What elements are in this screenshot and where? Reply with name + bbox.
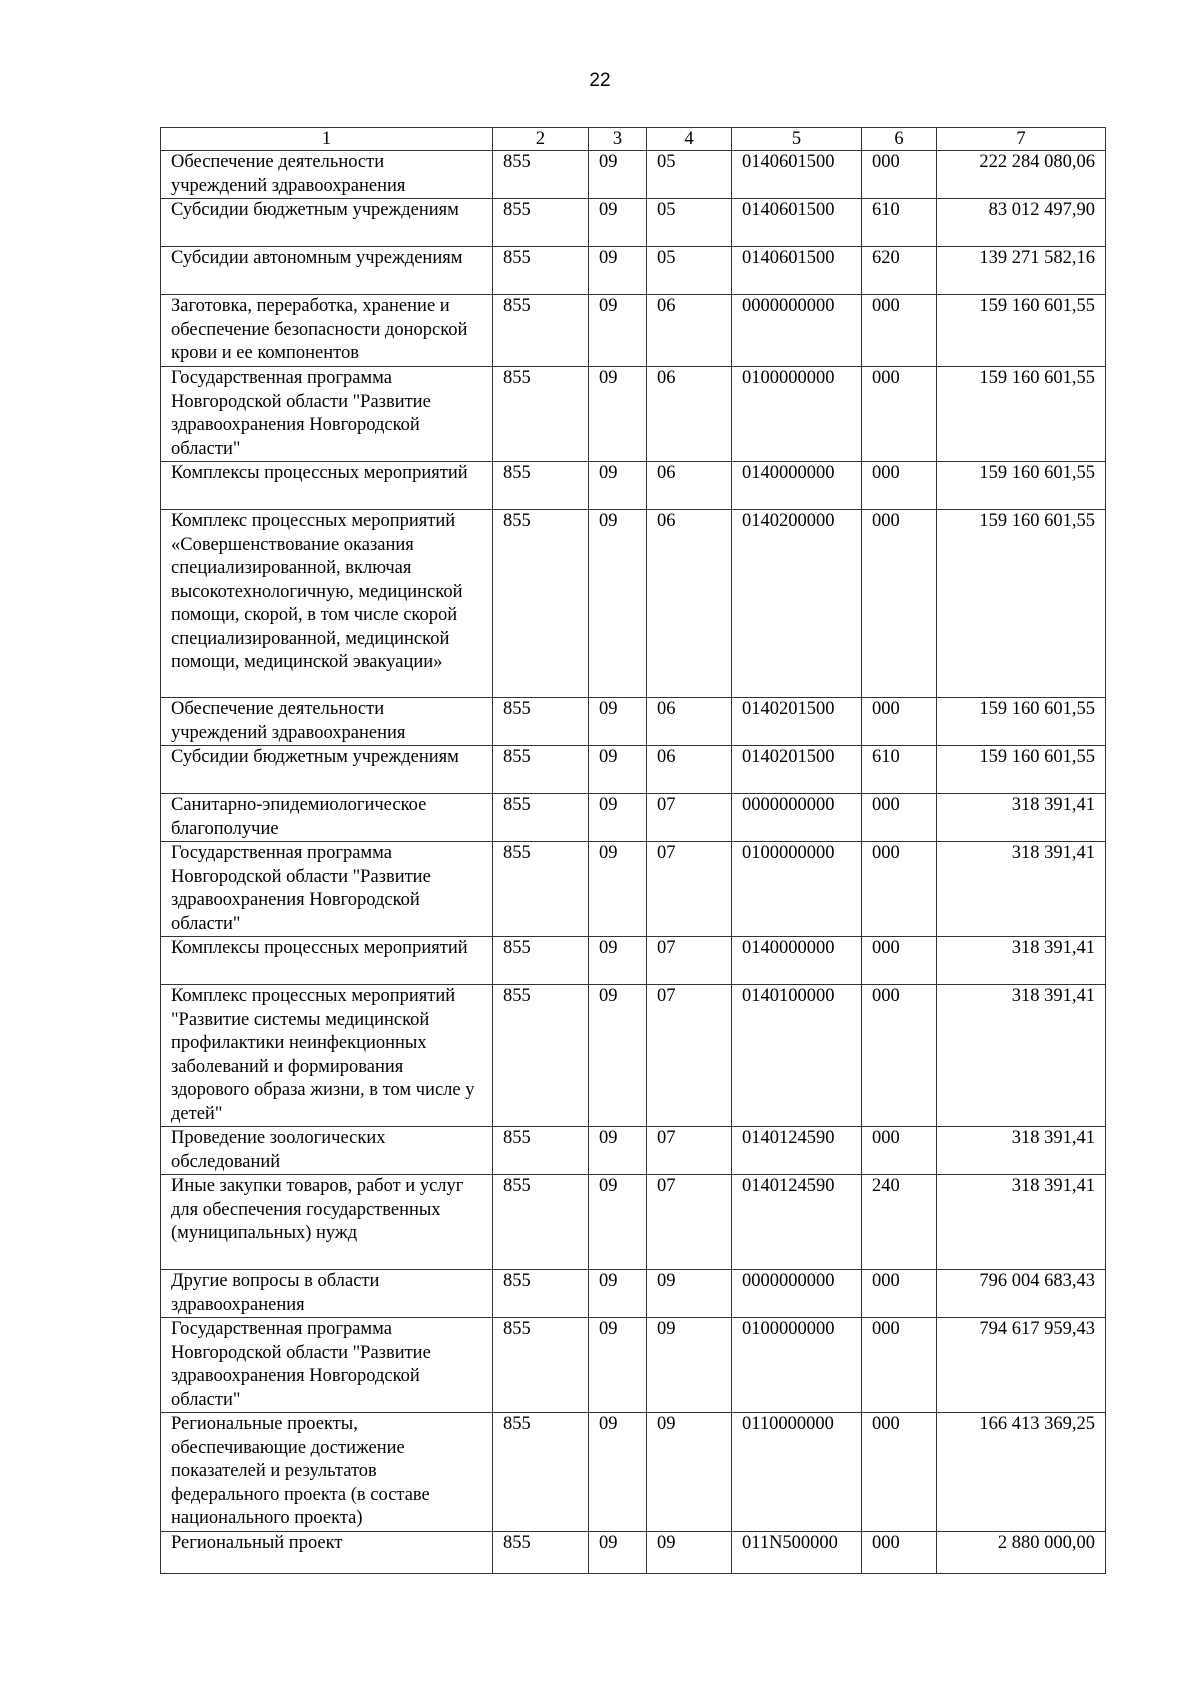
section-code: 09 (589, 151, 647, 199)
target-article-code: 0100000000 (732, 1318, 862, 1413)
subsection-code: 07 (647, 937, 732, 985)
item-name: Субсидии бюджетным учреждениям (161, 746, 493, 794)
table-row (161, 1175, 1106, 1270)
section-code: 09 (589, 510, 647, 698)
target-article-code: 0140000000 (732, 937, 862, 985)
subsection-code: 07 (647, 1127, 732, 1175)
expense-type-code: 000 (862, 295, 937, 367)
ministry-code: 855 (493, 1318, 589, 1413)
ministry-code: 855 (493, 510, 589, 698)
subsection-code: 05 (647, 151, 732, 199)
section-code: 09 (589, 746, 647, 794)
page-number: 22 (589, 70, 611, 91)
expense-type-code: 000 (862, 1413, 937, 1532)
table-row (161, 937, 1106, 985)
subsection-code: 09 (647, 1318, 732, 1413)
subsection-code: 06 (647, 510, 732, 698)
item-name: Проведение зоологических обследований (161, 1127, 493, 1175)
table-row (161, 794, 1106, 842)
ministry-code: 855 (493, 247, 589, 295)
section-code: 09 (589, 937, 647, 985)
table-row (161, 1413, 1106, 1532)
table-row (161, 247, 1106, 295)
item-name: Государственная программа Новгородской области "Развитие здравоохранения Новгородской области" (161, 367, 493, 462)
target-article-code: 0140601500 (732, 199, 862, 247)
column-header: 6 (862, 128, 937, 151)
amount: 318 391,41 (937, 794, 1106, 842)
item-name: Комплекс процессных мероприятий "Развитие системы медицинской профилактики неинфекционных заболеваний и формирования здорового образа жизни, в том числе у детей" (161, 985, 493, 1127)
amount: 794 617 959,43 (937, 1318, 1106, 1413)
subsection-code: 07 (647, 794, 732, 842)
target-article-code: 0140100000 (732, 985, 862, 1127)
section-code: 09 (589, 1413, 647, 1532)
amount: 159 160 601,55 (937, 698, 1106, 746)
column-header: 3 (589, 128, 647, 151)
ministry-code: 855 (493, 151, 589, 199)
amount: 83 012 497,90 (937, 199, 1106, 247)
table-row (161, 295, 1106, 367)
item-name: Региональный проект (161, 1531, 493, 1573)
amount: 166 413 369,25 (937, 1413, 1106, 1532)
amount: 159 160 601,55 (937, 746, 1106, 794)
ministry-code: 855 (493, 842, 589, 937)
item-name: Субсидии автономным учреждениям (161, 247, 493, 295)
ministry-code: 855 (493, 199, 589, 247)
section-code: 09 (589, 698, 647, 746)
column-header: 4 (647, 128, 732, 151)
expense-type-code: 000 (862, 1127, 937, 1175)
target-article-code: 0140201500 (732, 698, 862, 746)
ministry-code: 855 (493, 1175, 589, 1270)
target-article-code: 0140200000 (732, 510, 862, 698)
expense-type-code: 000 (862, 367, 937, 462)
table-row (161, 199, 1106, 247)
item-name: Другие вопросы в области здравоохранения (161, 1270, 493, 1318)
item-name: Государственная программа Новгородской области "Развитие здравоохранения Новгородской области" (161, 1318, 493, 1413)
item-name: Санитарно-эпидемиологическое благополучие (161, 794, 493, 842)
section-code: 09 (589, 247, 647, 295)
column-header: 1 (161, 128, 493, 151)
section-code: 09 (589, 842, 647, 937)
expense-type-code: 620 (862, 247, 937, 295)
amount: 318 391,41 (937, 1175, 1106, 1270)
expense-type-code: 240 (862, 1175, 937, 1270)
table-row (161, 985, 1106, 1127)
subsection-code: 06 (647, 295, 732, 367)
section-code: 09 (589, 462, 647, 510)
section-code: 09 (589, 1175, 647, 1270)
expense-type-code: 000 (862, 842, 937, 937)
section-code: 09 (589, 199, 647, 247)
ministry-code: 855 (493, 698, 589, 746)
target-article-code: 0100000000 (732, 842, 862, 937)
table-row (161, 510, 1106, 698)
item-name: Комплекс процессных мероприятий «Совершенствование оказания специализированной, включая высокотехнологичную, медицинской помощи, скорой, в том числе скорой специализированной, медицинской помощи, медицинской эвакуации» (161, 510, 493, 698)
target-article-code: 0000000000 (732, 295, 862, 367)
column-header: 2 (493, 128, 589, 151)
expense-type-code: 000 (862, 937, 937, 985)
item-name: Заготовка, переработка, хранение и обеспечение безопасности донорской крови и ее компонентов (161, 295, 493, 367)
target-article-code: 0000000000 (732, 1270, 862, 1318)
subsection-code: 07 (647, 985, 732, 1127)
section-code: 09 (589, 295, 647, 367)
subsection-code: 06 (647, 462, 732, 510)
table-row (161, 698, 1106, 746)
section-code: 09 (589, 1531, 647, 1573)
ministry-code: 855 (493, 794, 589, 842)
item-name: Региональные проекты, обеспечивающие достижение показателей и результатов федерального проекта (в составе национального проекта) (161, 1413, 493, 1532)
amount: 159 160 601,55 (937, 367, 1106, 462)
table-row (161, 367, 1106, 462)
ministry-code: 855 (493, 295, 589, 367)
subsection-code: 05 (647, 247, 732, 295)
table-row (161, 151, 1106, 199)
target-article-code: 0140124590 (732, 1175, 862, 1270)
amount: 159 160 601,55 (937, 510, 1106, 698)
amount: 318 391,41 (937, 985, 1106, 1127)
item-name: Иные закупки товаров, работ и услуг для обеспечения государственных (муниципальных) нужд (161, 1175, 493, 1270)
subsection-code: 05 (647, 199, 732, 247)
subsection-code: 06 (647, 698, 732, 746)
target-article-code: 0140601500 (732, 247, 862, 295)
expense-type-code: 000 (862, 698, 937, 746)
table-row (161, 462, 1106, 510)
target-article-code: 0140201500 (732, 746, 862, 794)
ministry-code: 855 (493, 985, 589, 1127)
ministry-code: 855 (493, 1413, 589, 1532)
ministry-code: 855 (493, 746, 589, 794)
ministry-code: 855 (493, 1270, 589, 1318)
table-row (161, 746, 1106, 794)
amount: 318 391,41 (937, 842, 1106, 937)
column-header: 5 (732, 128, 862, 151)
expense-type-code: 000 (862, 1318, 937, 1413)
subsection-code: 07 (647, 842, 732, 937)
subsection-code: 07 (647, 1175, 732, 1270)
expense-type-code: 000 (862, 462, 937, 510)
amount: 159 160 601,55 (937, 295, 1106, 367)
section-code: 09 (589, 1318, 647, 1413)
table-row (161, 1318, 1106, 1413)
header-row (161, 128, 1106, 151)
amount: 318 391,41 (937, 937, 1106, 985)
target-article-code: 0110000000 (732, 1413, 862, 1532)
target-article-code: 0100000000 (732, 367, 862, 462)
subsection-code: 09 (647, 1270, 732, 1318)
section-code: 09 (589, 367, 647, 462)
subsection-code: 06 (647, 367, 732, 462)
subsection-code: 09 (647, 1413, 732, 1532)
target-article-code: 0140000000 (732, 462, 862, 510)
target-article-code: 011N500000 (732, 1531, 862, 1573)
section-code: 09 (589, 1270, 647, 1318)
expense-type-code: 610 (862, 199, 937, 247)
ministry-code: 855 (493, 367, 589, 462)
expense-type-code: 000 (862, 151, 937, 199)
target-article-code: 0000000000 (732, 794, 862, 842)
table-row (161, 1127, 1106, 1175)
amount: 318 391,41 (937, 1127, 1106, 1175)
item-name: Обеспечение деятельности учреждений здравоохранения (161, 151, 493, 199)
expense-type-code: 000 (862, 1270, 937, 1318)
expense-type-code: 000 (862, 794, 937, 842)
column-header: 7 (937, 128, 1106, 151)
expense-type-code: 000 (862, 985, 937, 1127)
amount: 139 271 582,16 (937, 247, 1106, 295)
item-name: Комплексы процессных мероприятий (161, 937, 493, 985)
ministry-code: 855 (493, 1127, 589, 1175)
ministry-code: 855 (493, 937, 589, 985)
table-row (161, 1270, 1106, 1318)
budget-table (160, 127, 1106, 1574)
section-code: 09 (589, 1127, 647, 1175)
amount: 159 160 601,55 (937, 462, 1106, 510)
subsection-code: 09 (647, 1531, 732, 1573)
ministry-code: 855 (493, 462, 589, 510)
amount: 2 880 000,00 (937, 1531, 1106, 1573)
section-code: 09 (589, 985, 647, 1127)
item-name: Субсидии бюджетным учреждениям (161, 199, 493, 247)
ministry-code: 855 (493, 1531, 589, 1573)
item-name: Комплексы процессных мероприятий (161, 462, 493, 510)
amount: 796 004 683,43 (937, 1270, 1106, 1318)
table-row (161, 842, 1106, 937)
item-name: Государственная программа Новгородской области "Развитие здравоохранения Новгородской области" (161, 842, 493, 937)
subsection-code: 06 (647, 746, 732, 794)
expense-type-code: 000 (862, 1531, 937, 1573)
section-code: 09 (589, 794, 647, 842)
amount: 222 284 080,06 (937, 151, 1106, 199)
expense-type-code: 000 (862, 510, 937, 698)
target-article-code: 0140124590 (732, 1127, 862, 1175)
item-name: Обеспечение деятельности учреждений здравоохранения (161, 698, 493, 746)
expense-type-code: 610 (862, 746, 937, 794)
table-row (161, 1531, 1106, 1573)
target-article-code: 0140601500 (732, 151, 862, 199)
